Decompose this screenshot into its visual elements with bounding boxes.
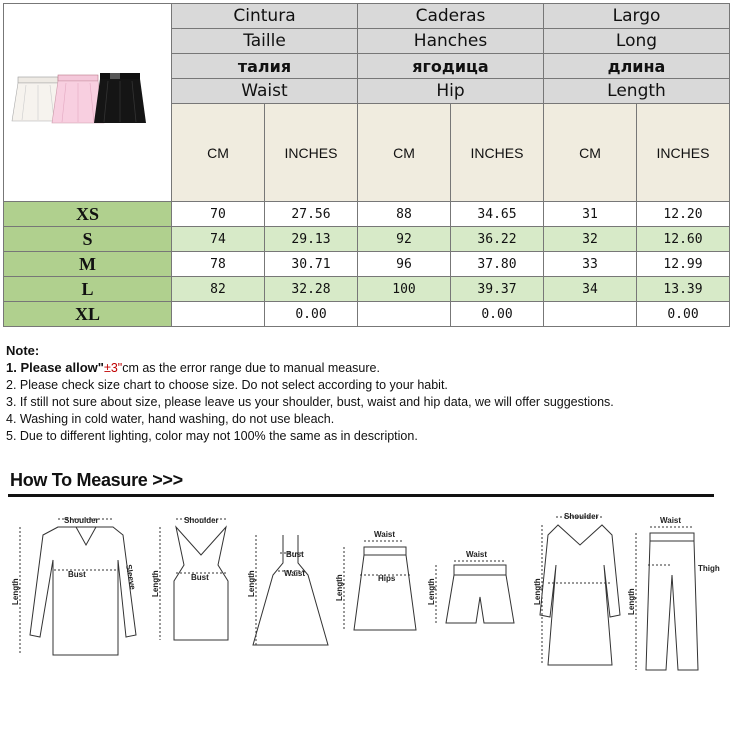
size-value: 31 xyxy=(544,202,637,227)
size-value: 34 xyxy=(544,277,637,302)
divider xyxy=(8,494,714,497)
size-value: 88 xyxy=(358,202,451,227)
arrows-icon: >>> xyxy=(152,470,183,490)
note-1-tolerance: ±3" xyxy=(103,361,123,375)
size-value: 27.56 xyxy=(265,202,358,227)
size-label: S xyxy=(4,227,172,252)
product-photo xyxy=(4,4,172,202)
header-waist-fr: Taille xyxy=(172,29,358,54)
length-label: Length xyxy=(151,570,160,597)
size-value xyxy=(172,302,265,327)
header-length-en: Length xyxy=(544,79,730,104)
size-value: 29.13 xyxy=(265,227,358,252)
size-value xyxy=(544,302,637,327)
shorts-diagram xyxy=(427,550,514,623)
size-value: 12.20 xyxy=(637,202,730,227)
pants-diagram xyxy=(627,516,720,670)
size-value: 39.37 xyxy=(451,277,544,302)
waist-label: Waist xyxy=(374,530,396,539)
size-value: 82 xyxy=(172,277,265,302)
size-row-l xyxy=(4,277,730,302)
size-row-xl xyxy=(4,302,730,327)
unit-label: INCHES xyxy=(451,104,544,202)
size-value: 70 xyxy=(172,202,265,227)
coat-diagram xyxy=(533,512,620,665)
size-row-xs xyxy=(4,202,730,227)
size-value: 100 xyxy=(358,277,451,302)
size-row-m xyxy=(4,252,730,277)
bust-label: Bust xyxy=(68,570,86,579)
size-value xyxy=(358,302,451,327)
shoulder-label: Shoulder xyxy=(64,516,99,525)
header-hip-ru: ягодица xyxy=(358,54,544,79)
shoulder-label: Shoulder xyxy=(564,512,599,521)
skirt-diagram xyxy=(335,530,416,630)
size-value: 12.60 xyxy=(637,227,730,252)
length-label: Length xyxy=(11,578,20,605)
how-to-measure-heading xyxy=(10,470,183,491)
note-line-4: 4. Washing in cold water, hand washing, do not use bleach. xyxy=(6,412,335,426)
unit-label: CM xyxy=(172,104,265,202)
header-hip-en: Hip xyxy=(358,79,544,104)
size-value: 34.65 xyxy=(451,202,544,227)
notes-section xyxy=(6,342,726,445)
length-label: Length xyxy=(533,578,542,605)
sleeve-label: Sleeve xyxy=(124,563,138,591)
note-line-5: 5. Due to different lighting, color may not 100% the same as in description. xyxy=(6,429,418,443)
note-1-bold: 1. Please allow" xyxy=(6,360,104,375)
size-label: XL xyxy=(4,302,172,327)
shoulder-label: Shoulder xyxy=(184,516,219,525)
header-hip-es: Caderas xyxy=(358,4,544,29)
dress-diagram xyxy=(247,535,328,645)
size-value: 12.99 xyxy=(637,252,730,277)
skirts-image xyxy=(8,5,168,195)
note-line-2: 2. Please check size chart to choose size. Do not select according to your habit. xyxy=(6,378,448,392)
size-label: L xyxy=(4,277,172,302)
header-waist-ru: талия xyxy=(172,54,358,79)
size-row-s xyxy=(4,227,730,252)
size-value: 32.28 xyxy=(265,277,358,302)
shirt-diagram xyxy=(11,516,137,655)
header-length-es: Largo xyxy=(544,4,730,29)
size-chart-table xyxy=(3,3,730,327)
size-value: 36.22 xyxy=(451,227,544,252)
length-label: Length xyxy=(427,578,436,605)
header-hip-fr: Hanches xyxy=(358,29,544,54)
tank-diagram xyxy=(151,516,228,640)
size-value: 33 xyxy=(544,252,637,277)
waist-label: Waist xyxy=(284,569,306,578)
size-value: 0.00 xyxy=(265,302,358,327)
notes-title: Note: xyxy=(6,343,40,358)
length-label: Length xyxy=(627,588,636,615)
size-value: 30.71 xyxy=(265,252,358,277)
hips-label: Hips xyxy=(378,574,396,583)
header-waist-es: Cintura xyxy=(172,4,358,29)
measurement-diagrams xyxy=(8,505,726,675)
bust-label: Bust xyxy=(191,573,209,582)
header-waist-en: Waist xyxy=(172,79,358,104)
thigh-label: Thigh xyxy=(698,564,720,573)
note-line-3: 3. If still not sure about size, please leave us your shoulder, bust, waist and hip data, we will offer suggestions. xyxy=(6,395,614,409)
waist-label: Waist xyxy=(660,516,682,525)
length-label: Length xyxy=(247,570,256,597)
how-to-measure-title: How To Measure xyxy=(10,470,148,490)
size-label: XS xyxy=(4,202,172,227)
size-value: 74 xyxy=(172,227,265,252)
header-length-fr: Long xyxy=(544,29,730,54)
unit-label: INCHES xyxy=(637,104,730,202)
note-1-rest: cm as the error range due to manual measure. xyxy=(122,361,380,375)
size-value: 32 xyxy=(544,227,637,252)
size-value: 92 xyxy=(358,227,451,252)
length-label: Length xyxy=(335,574,344,601)
unit-label: INCHES xyxy=(265,104,358,202)
waist-label: Waist xyxy=(466,550,488,559)
size-label: M xyxy=(4,252,172,277)
unit-label: CM xyxy=(358,104,451,202)
header-length-ru: длина xyxy=(544,54,730,79)
size-value: 0.00 xyxy=(637,302,730,327)
size-value: 0.00 xyxy=(451,302,544,327)
note-line-1 xyxy=(6,359,726,377)
size-value: 78 xyxy=(172,252,265,277)
size-value: 37.80 xyxy=(451,252,544,277)
size-value: 13.39 xyxy=(637,277,730,302)
unit-label: CM xyxy=(544,104,637,202)
bust-label: Bust xyxy=(286,550,304,559)
size-value: 96 xyxy=(358,252,451,277)
